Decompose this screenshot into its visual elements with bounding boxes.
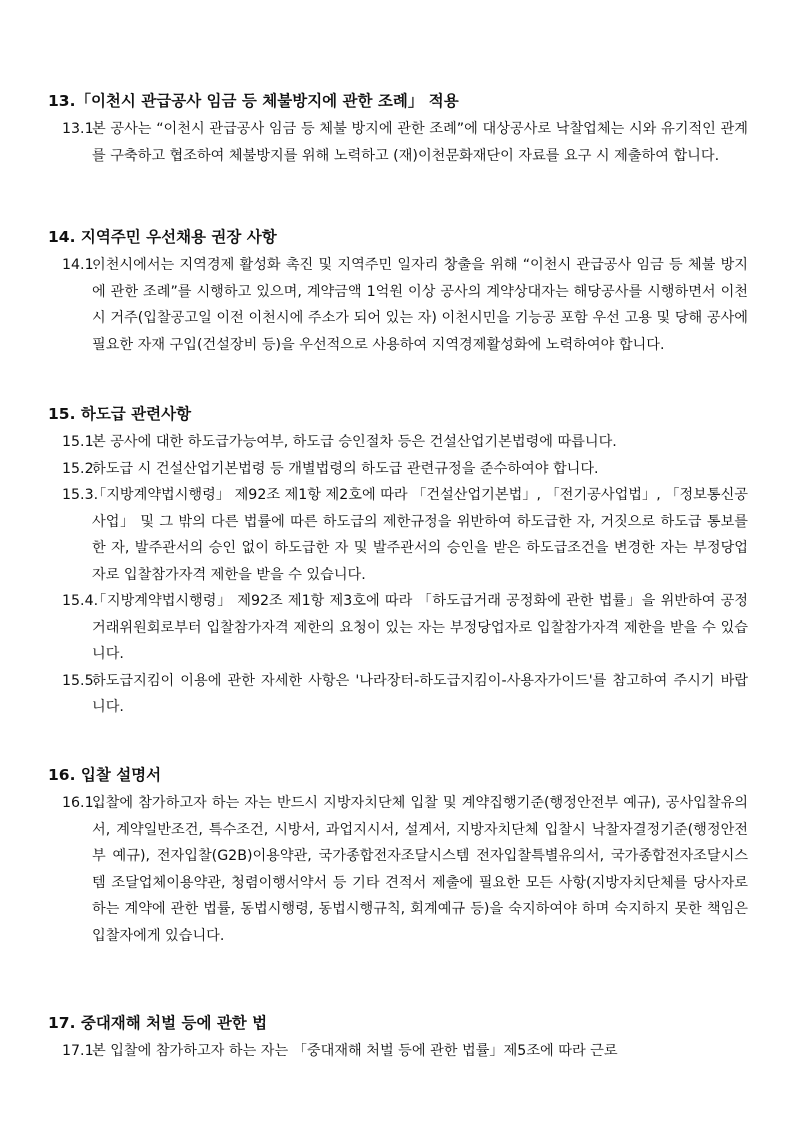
list-item [48, 429, 748, 456]
item-text: 하도급 시 건설산업기본법령 등 개별법령의 하도급 관련규정을 준수하여야 합니다. [92, 460, 599, 477]
item-number: 15.3. [62, 487, 99, 503]
item-number: 17.1. [62, 1043, 99, 1059]
item-text: 이천시에서는 지역경제 활성화 촉진 및 지역주민 일자리 창출을 위해 “이천시 관급공사 임금 등 체불 방지에 관한 조례”를 시행하고 있으며, 계약금액 1억원 이상 공사의 계약상대자는 해당공사를 시행하면서 이천시 거주(입찰공고일 이전 이천시에 주소가 되어 있는 자) 이천시민을 기능공 포함 우선 고용 및 당해 공사에 필요한 자재 구입(건설장비 등)을 우선적으로 사용하여 지역경제활성화에 노력하여야 합니다. [92, 257, 748, 353]
section-15 [48, 403, 748, 721]
item-text: 본 공사에 대한 하도급가능여부, 하도급 승인절차 등은 건설산업기본법령에 따릅니다. [92, 434, 617, 450]
item-number: 15.4. [62, 593, 99, 609]
list-item [48, 588, 748, 668]
section-13 [48, 90, 748, 169]
item-number: 13.1. [62, 121, 99, 137]
item-text: 본 공사는 “이천시 관급공사 임금 등 체불 방지에 관한 조례”에 대상공사로 낙찰업체는 시와 유기적인 관계를 구축하고 협조하여 체불방지를 위해 노력하고 (재)이천문화재단이 자료를 요구 시 제출하여 합니다. [92, 121, 748, 164]
section-heading: 15. 하도급 관련사항 [48, 405, 192, 423]
list-item [48, 790, 748, 949]
list-item [48, 116, 748, 169]
section-heading: 14. 지역주민 우선채용 권장 사항 [48, 228, 277, 246]
item-text: 본 입찰에 참가하고자 하는 자는 「중대재해 처벌 등에 관한 법률」제5조에 따라 근로 [92, 1043, 618, 1059]
section-17 [48, 1012, 748, 1065]
list-item [48, 482, 748, 588]
item-number: 14.1. [62, 257, 99, 273]
list-item [48, 252, 748, 358]
list-item [48, 456, 748, 483]
item-number: 15.5. [62, 672, 99, 689]
list-item [48, 1038, 748, 1065]
section-14 [48, 226, 748, 358]
list-item [48, 668, 748, 721]
item-text: 하도급지킴이 이용에 관한 자세한 사항은 '나라장터-하도급지킴이-사용자가이드'를 참고하여 주시기 바랍니다. [92, 672, 748, 715]
item-text: 「지방계약법시행령」 제92조 제1항 제3호에 따라 「하도급거래 공정화에 관한 법률」을 위반하여 공정거래위원회로부터 입찰참가자격 제한의 요청이 있는 자는 부정당업자로 입찰참가자격 제한을 받을 수 있습니다. [92, 593, 748, 662]
item-number: 15.1. [62, 434, 99, 450]
section-heading: 13.「이천시 관급공사 임금 등 체불방지에 관한 조례」 적용 [48, 92, 459, 110]
item-text: 입찰에 참가하고자 하는 자는 반드시 지방자치단체 입찰 및 계약집행기준(행정안전부 예규), 공사입찰유의서, 계약일반조건, 특수조건, 시방서, 과업지시서, 설계서, 지방자치단체 입찰시 낙찰자결정기준(행정안전부 예규), 전자입찰(G2B)이용약관, 국가종합전자조달시스템 전자입찰특별유의서, 국가종합전자조달시스템 조달업체이용약관, 청렴이행서약서 등 기타 견적서 제출에 필요한 모든 사항(지방자치단체를 당사자로 하는 계약에 관한 법률, 동법시행령, 동법시행규칙, 회계예규 등)을 숙지하여야 하며 숙지하지 못한 책임은 입찰자에게 있습니다. [92, 795, 748, 944]
section-heading: 16. 입찰 설명서 [48, 766, 162, 784]
item-number: 16.1. [62, 795, 99, 811]
item-number: 15.2. [62, 460, 99, 477]
section-16 [48, 764, 748, 949]
section-heading: 17. 중대재해 처벌 등에 관한 법 [48, 1014, 268, 1032]
item-text: 「지방계약법시행령」 제92조 제1항 제2호에 따라 「건설산업기본법」, 「전기공사업법」, 「정보통신공사업」 및 그 밖의 다른 법률에 따른 하도급의 제한규정을 위반하여 하도급한 자, 거짓으로 하도급 통보를 한 자, 발주관서의 승인 없이 하도급한 자 및 발주관서의 승인을 받은 하도급조건을 변경한 자는 부정당업자로 입찰참가자격 제한을 받을 수 있습니다. [92, 487, 748, 583]
